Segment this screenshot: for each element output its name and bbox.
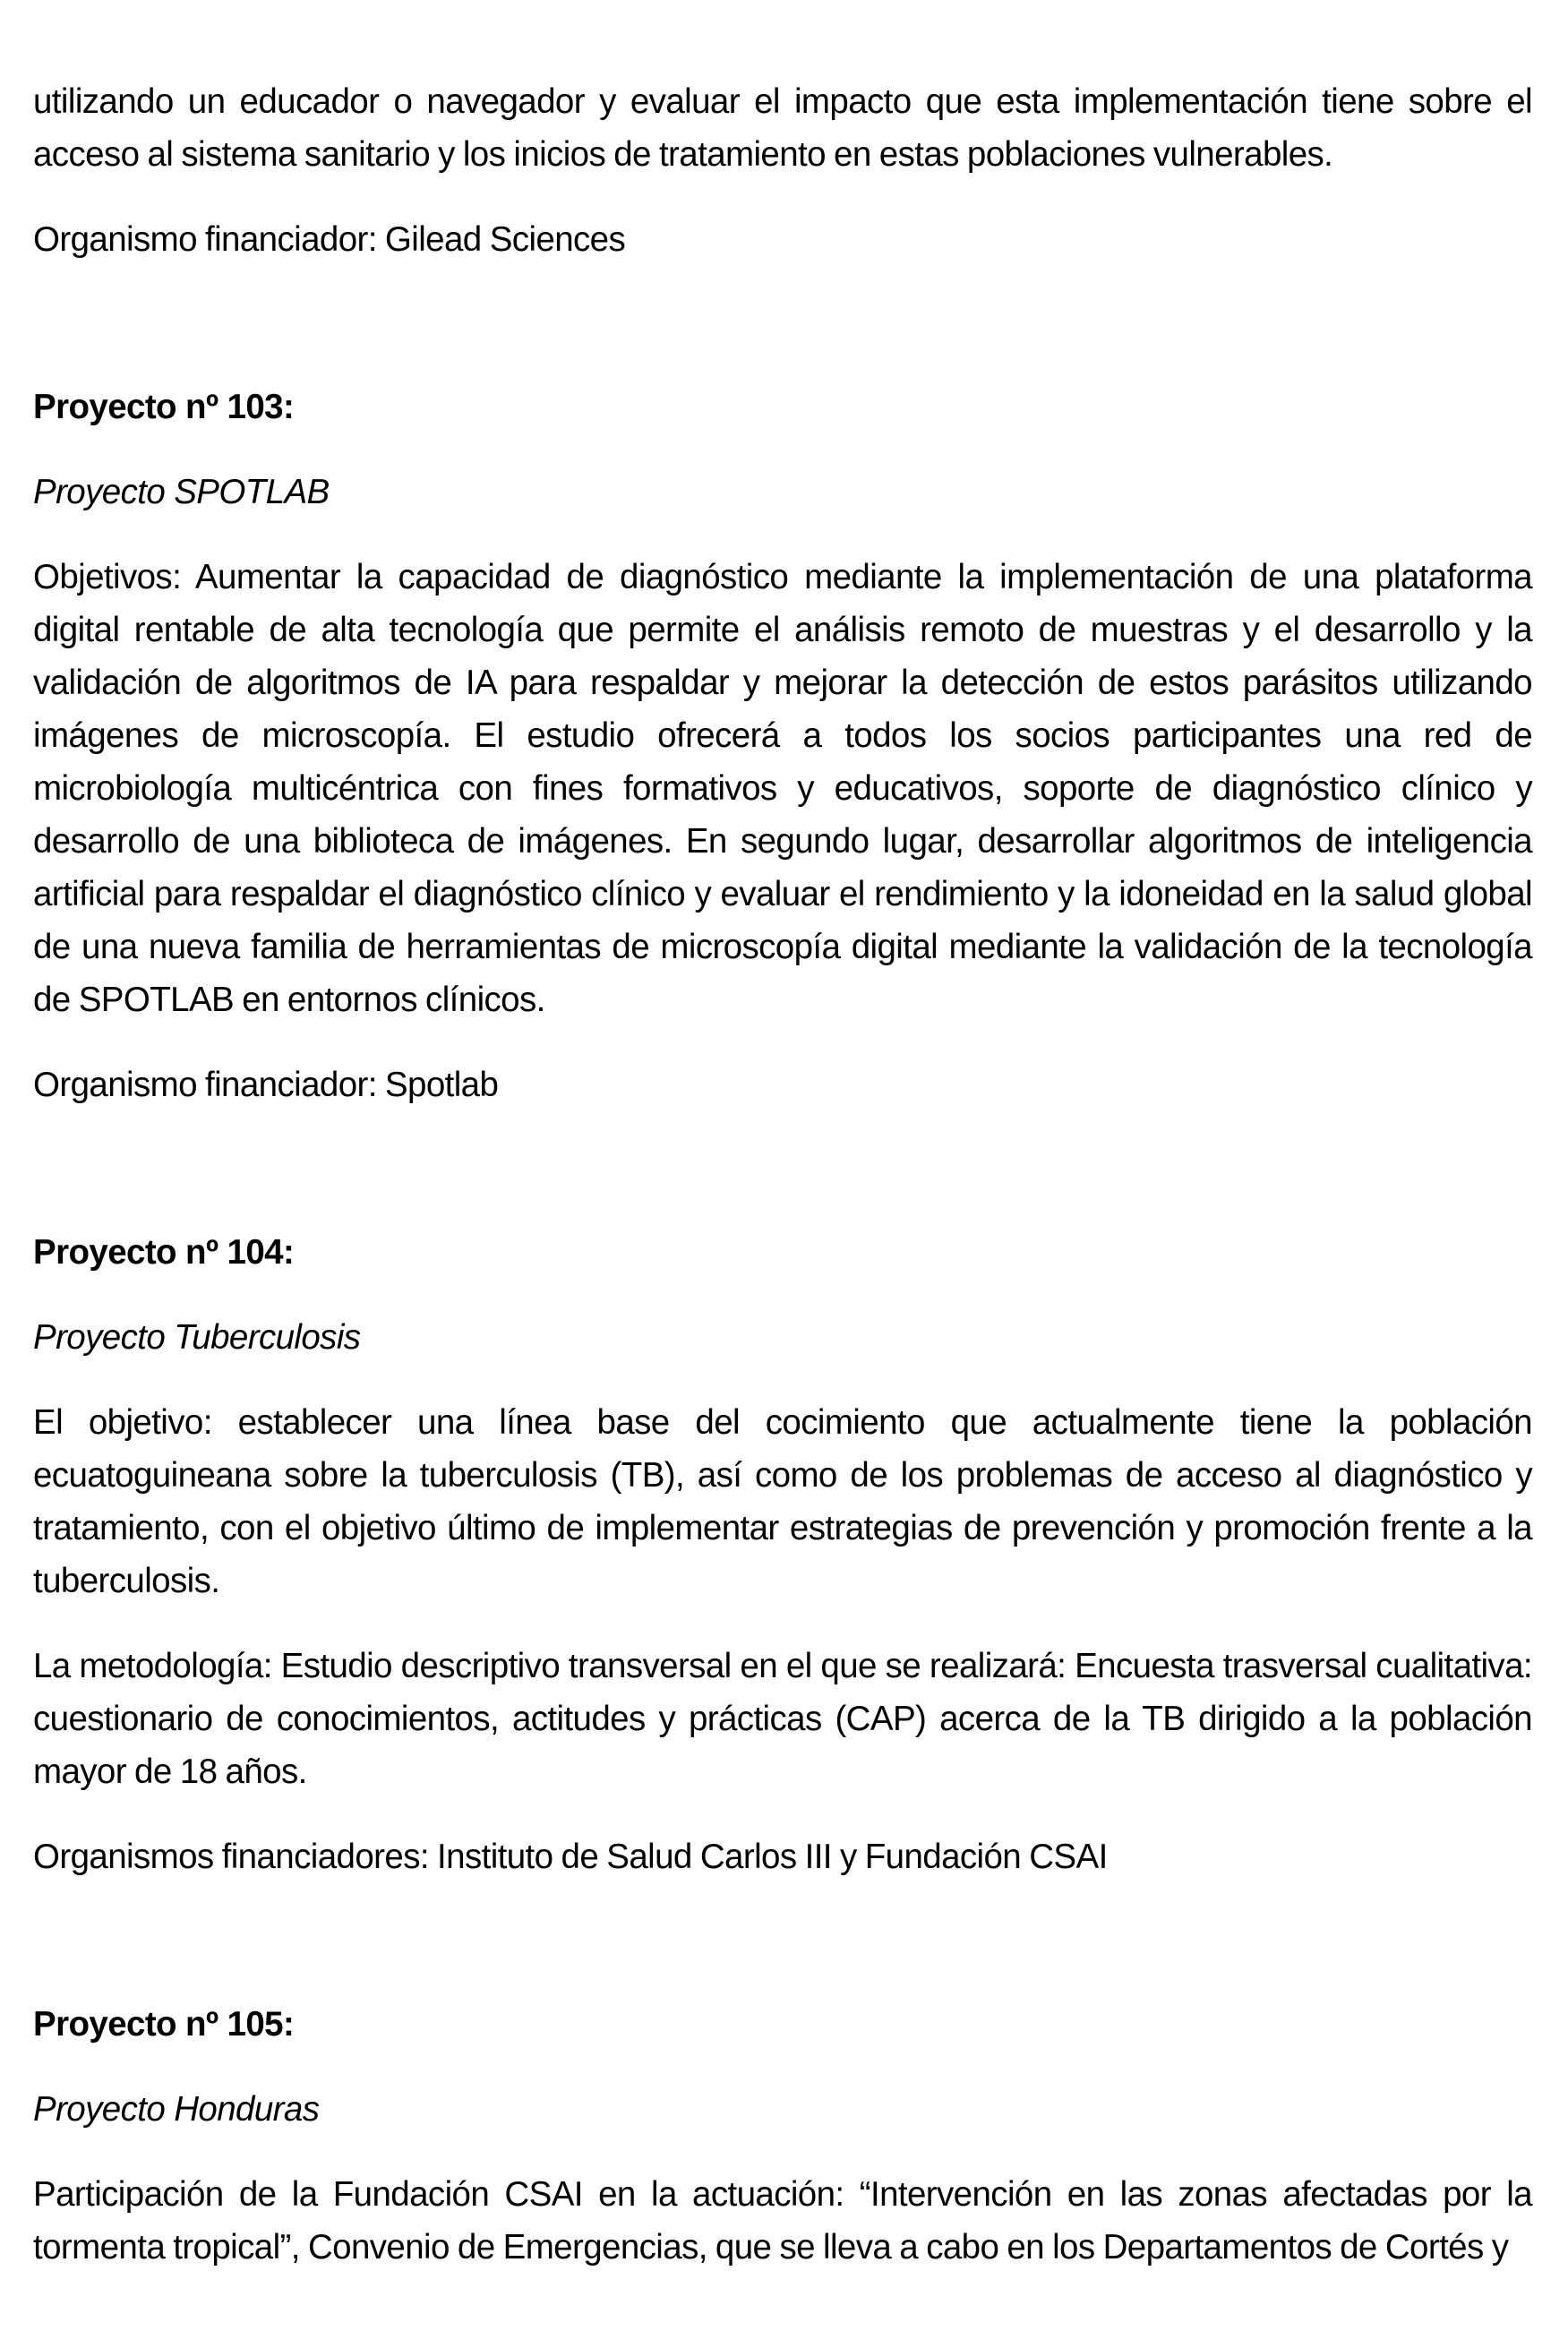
- project-heading: Proyecto nº 104:: [33, 1233, 295, 1272]
- project-heading: Proyecto nº 105:: [33, 2005, 295, 2044]
- project-title: Proyecto Honduras: [33, 2090, 320, 2129]
- project-heading: Proyecto nº 103:: [33, 388, 295, 426]
- project-paragraph: Objetivos: Aumentar la capacidad de diagnóstico mediante la implementación de una plataforma digital rentable de alta tecnología que permite el análisis remoto de muestras y el desarrollo y la validación de algoritmos de IA para respaldar y mejorar la detección de estos parásitos utilizando imágenes de microscopía. El estudio ofrecerá a todos los socios participantes una red de microbiología multicéntrica con fines formativos y educativos, soporte de diagnóstico clínico y desarrollo de una biblioteca de imágenes. En segundo lugar, desarrollar algoritmos de inteligencia artificial para respaldar el diagnóstico clínico y evaluar el rendimiento y la idoneidad en la salud global de una nueva familia de herramientas de microscopía digital mediante la validación de la tecnología de SPOTLAB en entornos clínicos.: [33, 558, 1532, 1019]
- intro-funder-text: Organismo financiador: Gilead Sciences: [33, 220, 626, 259]
- project-104-section: [33, 1226, 1532, 1883]
- project-103-section: [33, 381, 1532, 1111]
- project-funder-text: Organismo financiador: Spotlab: [33, 1066, 499, 1104]
- project-105-section: [33, 1998, 1532, 2274]
- intro-continuation-text: utilizando un educador o navegador y evaluar el impacto que esta implementación tiene sobre el acceso al sistema sanitario y los inicios de tratamiento en estas poblaciones vulnerables.: [33, 82, 1532, 174]
- project-funder-text: Organismos financiadores: Instituto de Salud Carlos III y Fundación CSAI: [33, 1838, 1108, 1876]
- project-paragraph: El objetivo: establecer una línea base del cocimiento que actualmente tiene la población ecuatoguineana sobre la tuberculosis (TB), así como de los problemas de acceso al diagnóstico y tratamiento, con el objetivo último de implementar estrategias de prevención y promoción frente a la tuberculosis.: [33, 1403, 1532, 1600]
- project-title: Proyecto Tuberculosis: [33, 1318, 361, 1357]
- project-paragraph: Participación de la Fundación CSAI en la actuación: “Intervención en las zonas afectadas por la tormenta tropical”, Convenio de Emergencias, que se lleva a cabo en los Departamentos de Cortés y: [33, 2175, 1532, 2267]
- project-title: Proyecto SPOTLAB: [33, 473, 330, 511]
- project-paragraph: La metodología: Estudio descriptivo transversal en el que se realizará: Encuesta trasversal cualitativa: cuestionario de conocimientos, actitudes y prácticas (CAP) acerca de la TB dirigido a la población mayor de 18 años.: [33, 1647, 1532, 1791]
